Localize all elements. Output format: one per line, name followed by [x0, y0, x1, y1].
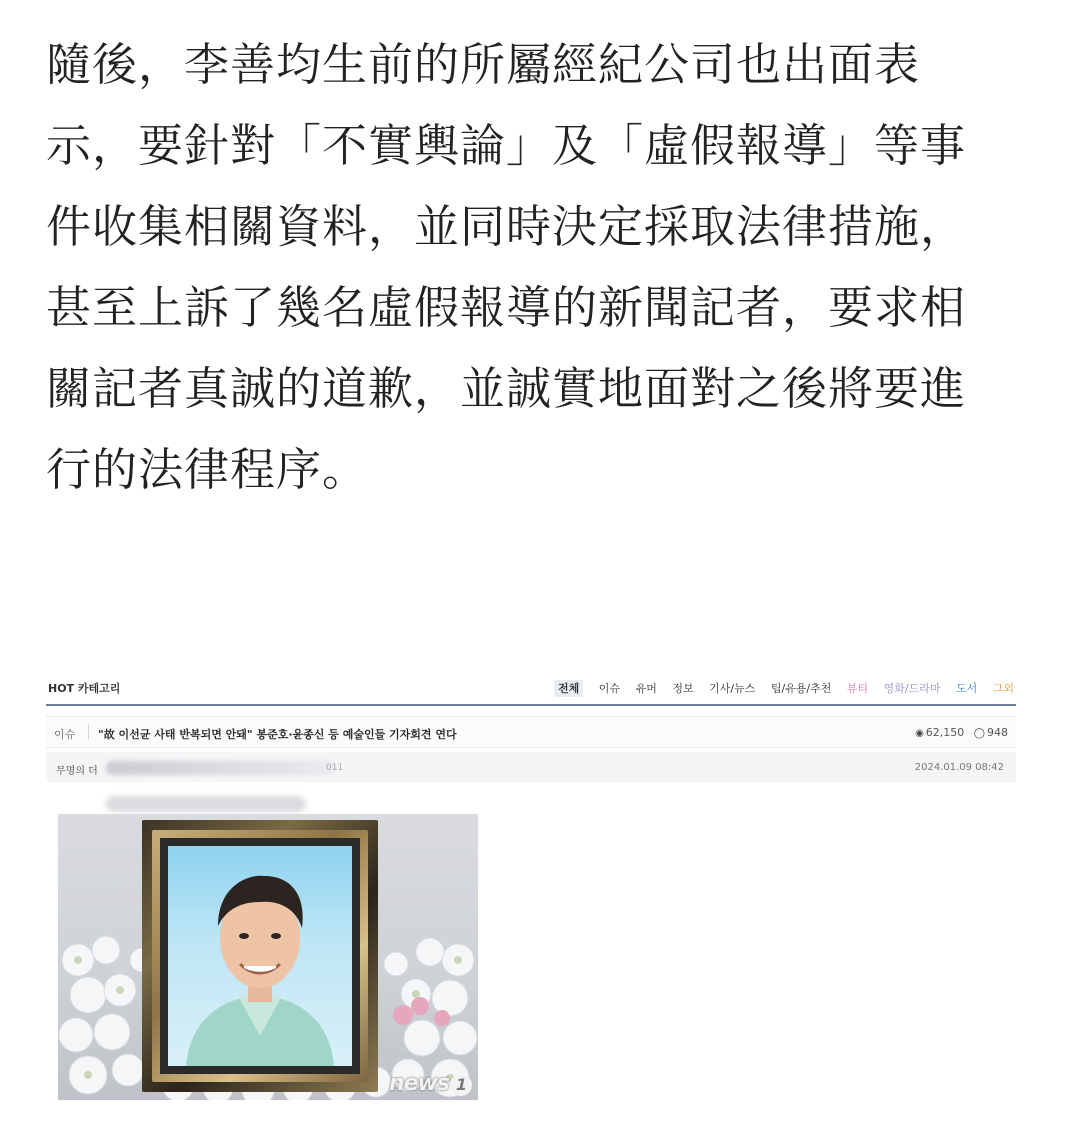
watermark-text: news: [388, 1071, 449, 1096]
comment-icon: ◯: [973, 728, 985, 739]
article-line: 行的法律程序。: [46, 443, 369, 496]
tab-issue[interactable]: 이슈: [598, 682, 621, 695]
blurred-author-region: [106, 761, 336, 775]
portrait-image: [168, 846, 352, 1066]
eye-icon: ◉: [915, 728, 924, 739]
post-date: 2024.01.09 08:42: [914, 762, 1004, 773]
author-name: 무명의 더: [56, 766, 98, 777]
section-title: HOT 카테고리: [48, 682, 121, 695]
tab-beauty[interactable]: 뷰티: [846, 682, 869, 695]
tab-books[interactable]: 도서: [955, 682, 978, 695]
blurred-region: [106, 796, 306, 812]
post-tag[interactable]: 이슈: [54, 728, 76, 741]
post-stats: [909, 726, 1008, 739]
article-paragraph: [46, 24, 1036, 510]
tab-humor[interactable]: 유머: [635, 682, 657, 695]
divider: [88, 724, 89, 739]
article-line: 示，要針對「不實輿論」及「虛假報導」等事: [46, 119, 967, 172]
article-line: 件收集相關資料，並同時決定採取法律措施，: [46, 200, 967, 253]
tab-tips[interactable]: 팁/유용/추천: [770, 682, 832, 695]
news1-watermark: [389, 1071, 472, 1096]
embedded-forum-screenshot: [46, 668, 1018, 1108]
person-portrait-icon: [168, 846, 352, 1066]
tab-all[interactable]: 전체: [554, 680, 583, 697]
category-tabs: [542, 680, 1014, 696]
tab-info[interactable]: 정보: [672, 682, 694, 695]
picture-frame: [142, 820, 378, 1092]
article-line: 關記者真誠的道歉，並誠實地面對之後將要進: [46, 362, 967, 415]
watermark-number: 1: [450, 1074, 472, 1096]
post-title-row: [46, 716, 1016, 748]
article-line: 隨後，李善均生前的所屬經紀公司也出面表: [46, 38, 921, 91]
comment-count: 948: [987, 726, 1008, 739]
memorial-photo: [58, 814, 478, 1100]
post-meta-row: [46, 752, 1016, 782]
tab-others[interactable]: 그외: [992, 682, 1014, 695]
post-title[interactable]: "故 이선균 사태 반복되면 안돼" 봉준호·윤종신 등 예술인들 기자회견 연다: [98, 728, 457, 741]
article-line: 甚至上訴了幾名虛假報導的新聞記者，要求相: [46, 281, 967, 334]
category-bar: [46, 668, 1016, 706]
tab-news[interactable]: 기사/뉴스: [709, 682, 756, 695]
view-count: 62,150: [925, 726, 965, 739]
author-suffix: 011: [326, 763, 344, 773]
tab-movie-drama[interactable]: 영화/드라마: [883, 682, 941, 695]
